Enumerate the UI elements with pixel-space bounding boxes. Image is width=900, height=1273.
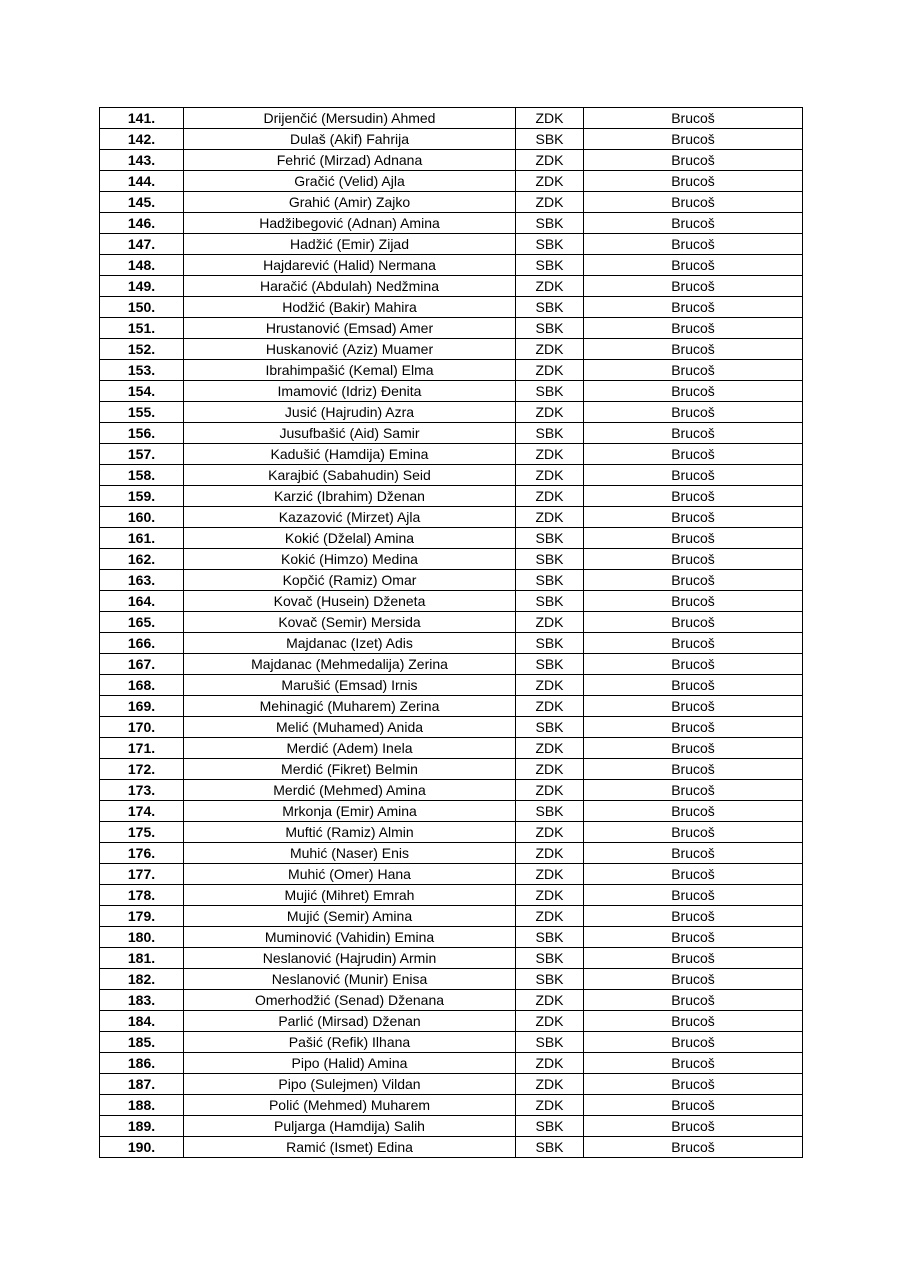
- row-number: 185.: [100, 1032, 184, 1053]
- student-status: Brucoš: [584, 1095, 803, 1116]
- table-row: [100, 1095, 803, 1116]
- row-number: 141.: [100, 108, 184, 129]
- region-code: SBK: [516, 654, 584, 675]
- region-code: ZDK: [516, 759, 584, 780]
- row-number: 159.: [100, 486, 184, 507]
- student-status: Brucoš: [584, 528, 803, 549]
- region-code: ZDK: [516, 675, 584, 696]
- student-table-body: [100, 108, 803, 1158]
- row-number: 154.: [100, 381, 184, 402]
- student-name: Huskanović (Aziz) Muamer: [184, 339, 516, 360]
- row-number: 189.: [100, 1116, 184, 1137]
- table-row: [100, 885, 803, 906]
- student-name: Neslanović (Hajrudin) Armin: [184, 948, 516, 969]
- table-row: [100, 990, 803, 1011]
- row-number: 188.: [100, 1095, 184, 1116]
- student-status: Brucoš: [584, 318, 803, 339]
- table-row: [100, 696, 803, 717]
- student-status: Brucoš: [584, 1011, 803, 1032]
- region-code: SBK: [516, 528, 584, 549]
- row-number: 162.: [100, 549, 184, 570]
- row-number: 176.: [100, 843, 184, 864]
- student-status: Brucoš: [584, 612, 803, 633]
- student-name: Mujić (Mihret) Emrah: [184, 885, 516, 906]
- student-table: [99, 107, 803, 1158]
- row-number: 142.: [100, 129, 184, 150]
- row-number: 170.: [100, 717, 184, 738]
- student-name: Ramić (Ismet) Edina: [184, 1137, 516, 1158]
- student-name: Gračić (Velid) Ajla: [184, 171, 516, 192]
- student-status: Brucoš: [584, 255, 803, 276]
- row-number: 183.: [100, 990, 184, 1011]
- row-number: 184.: [100, 1011, 184, 1032]
- region-code: ZDK: [516, 696, 584, 717]
- row-number: 148.: [100, 255, 184, 276]
- student-status: Brucoš: [584, 570, 803, 591]
- region-code: ZDK: [516, 108, 584, 129]
- table-row: [100, 612, 803, 633]
- table-row: [100, 738, 803, 759]
- student-name: Hadžić (Emir) Zijad: [184, 234, 516, 255]
- region-code: ZDK: [516, 822, 584, 843]
- student-name: Pipo (Sulejmen) Vildan: [184, 1074, 516, 1095]
- table-row: [100, 318, 803, 339]
- table-row: [100, 486, 803, 507]
- student-status: Brucoš: [584, 843, 803, 864]
- student-status: Brucoš: [584, 444, 803, 465]
- row-number: 149.: [100, 276, 184, 297]
- table-row: [100, 108, 803, 129]
- row-number: 178.: [100, 885, 184, 906]
- region-code: SBK: [516, 213, 584, 234]
- table-row: [100, 780, 803, 801]
- region-code: SBK: [516, 1137, 584, 1158]
- region-code: SBK: [516, 381, 584, 402]
- student-status: Brucoš: [584, 339, 803, 360]
- table-row: [100, 150, 803, 171]
- student-name: Mujić (Semir) Amina: [184, 906, 516, 927]
- region-code: SBK: [516, 633, 584, 654]
- table-row: [100, 570, 803, 591]
- table-row: [100, 633, 803, 654]
- student-status: Brucoš: [584, 465, 803, 486]
- student-status: Brucoš: [584, 654, 803, 675]
- row-number: 171.: [100, 738, 184, 759]
- student-status: Brucoš: [584, 801, 803, 822]
- student-status: Brucoš: [584, 885, 803, 906]
- student-name: Muminović (Vahidin) Emina: [184, 927, 516, 948]
- student-status: Brucoš: [584, 297, 803, 318]
- student-name: Hrustanović (Emsad) Amer: [184, 318, 516, 339]
- student-status: Brucoš: [584, 423, 803, 444]
- region-code: ZDK: [516, 864, 584, 885]
- table-row: [100, 213, 803, 234]
- student-name: Kopčić (Ramiz) Omar: [184, 570, 516, 591]
- student-status: Brucoš: [584, 864, 803, 885]
- row-number: 144.: [100, 171, 184, 192]
- student-name: Omerhodžić (Senad) Dženana: [184, 990, 516, 1011]
- student-status: Brucoš: [584, 759, 803, 780]
- region-code: ZDK: [516, 150, 584, 171]
- table-row: [100, 675, 803, 696]
- row-number: 187.: [100, 1074, 184, 1095]
- student-status: Brucoš: [584, 1074, 803, 1095]
- region-code: ZDK: [516, 171, 584, 192]
- table-row: [100, 234, 803, 255]
- student-name: Kadušić (Hamdija) Emina: [184, 444, 516, 465]
- region-code: SBK: [516, 948, 584, 969]
- student-status: Brucoš: [584, 150, 803, 171]
- row-number: 175.: [100, 822, 184, 843]
- student-status: Brucoš: [584, 507, 803, 528]
- region-code: SBK: [516, 591, 584, 612]
- student-status: Brucoš: [584, 360, 803, 381]
- table-row: [100, 1011, 803, 1032]
- student-status: Brucoš: [584, 696, 803, 717]
- region-code: SBK: [516, 1032, 584, 1053]
- table-row: [100, 906, 803, 927]
- region-code: SBK: [516, 549, 584, 570]
- region-code: SBK: [516, 318, 584, 339]
- student-name: Dulaš (Akif) Fahrija: [184, 129, 516, 150]
- table-row: [100, 507, 803, 528]
- table-row: [100, 276, 803, 297]
- table-row: [100, 822, 803, 843]
- student-name: Haračić (Abdulah) Nedžmina: [184, 276, 516, 297]
- student-status: Brucoš: [584, 129, 803, 150]
- region-code: ZDK: [516, 1011, 584, 1032]
- row-number: 155.: [100, 402, 184, 423]
- row-number: 157.: [100, 444, 184, 465]
- student-status: Brucoš: [584, 822, 803, 843]
- region-code: SBK: [516, 297, 584, 318]
- region-code: ZDK: [516, 738, 584, 759]
- student-status: Brucoš: [584, 990, 803, 1011]
- table-row: [100, 423, 803, 444]
- row-number: 165.: [100, 612, 184, 633]
- table-row: [100, 1137, 803, 1158]
- row-number: 172.: [100, 759, 184, 780]
- region-code: ZDK: [516, 990, 584, 1011]
- student-name: Puljarga (Hamdija) Salih: [184, 1116, 516, 1137]
- table-row: [100, 1116, 803, 1137]
- student-name: Muhić (Omer) Hana: [184, 864, 516, 885]
- student-name: Kovač (Semir) Mersida: [184, 612, 516, 633]
- table-row: [100, 801, 803, 822]
- row-number: 180.: [100, 927, 184, 948]
- row-number: 152.: [100, 339, 184, 360]
- student-status: Brucoš: [584, 1137, 803, 1158]
- table-row: [100, 129, 803, 150]
- region-code: ZDK: [516, 486, 584, 507]
- row-number: 177.: [100, 864, 184, 885]
- table-row: [100, 171, 803, 192]
- region-code: ZDK: [516, 402, 584, 423]
- student-name: Marušić (Emsad) Irnis: [184, 675, 516, 696]
- row-number: 164.: [100, 591, 184, 612]
- student-name: Jusić (Hajrudin) Azra: [184, 402, 516, 423]
- student-status: Brucoš: [584, 948, 803, 969]
- row-number: 179.: [100, 906, 184, 927]
- table-row: [100, 927, 803, 948]
- table-row: [100, 717, 803, 738]
- student-status: Brucoš: [584, 1032, 803, 1053]
- region-code: SBK: [516, 927, 584, 948]
- student-name: Karajbić (Sabahudin) Seid: [184, 465, 516, 486]
- table-row: [100, 402, 803, 423]
- student-name: Pašić (Refik) Ilhana: [184, 1032, 516, 1053]
- student-status: Brucoš: [584, 633, 803, 654]
- region-code: ZDK: [516, 906, 584, 927]
- region-code: ZDK: [516, 339, 584, 360]
- table-row: [100, 1074, 803, 1095]
- region-code: SBK: [516, 570, 584, 591]
- region-code: ZDK: [516, 1095, 584, 1116]
- student-name: Imamović (Idriz) Đenita: [184, 381, 516, 402]
- row-number: 150.: [100, 297, 184, 318]
- row-number: 190.: [100, 1137, 184, 1158]
- table-row: [100, 948, 803, 969]
- student-status: Brucoš: [584, 171, 803, 192]
- row-number: 153.: [100, 360, 184, 381]
- region-code: ZDK: [516, 1074, 584, 1095]
- student-status: Brucoš: [584, 402, 803, 423]
- student-name: Kovač (Husein) Dženeta: [184, 591, 516, 612]
- student-name: Ibrahimpašić (Kemal) Elma: [184, 360, 516, 381]
- region-code: ZDK: [516, 360, 584, 381]
- region-code: ZDK: [516, 465, 584, 486]
- student-status: Brucoš: [584, 1116, 803, 1137]
- region-code: SBK: [516, 801, 584, 822]
- region-code: SBK: [516, 129, 584, 150]
- region-code: ZDK: [516, 444, 584, 465]
- row-number: 158.: [100, 465, 184, 486]
- student-status: Brucoš: [584, 549, 803, 570]
- table-row: [100, 654, 803, 675]
- region-code: ZDK: [516, 843, 584, 864]
- student-status: Brucoš: [584, 969, 803, 990]
- student-status: Brucoš: [584, 780, 803, 801]
- student-name: Muhić (Naser) Enis: [184, 843, 516, 864]
- row-number: 169.: [100, 696, 184, 717]
- student-status: Brucoš: [584, 1053, 803, 1074]
- region-code: ZDK: [516, 612, 584, 633]
- student-name: Karzić (Ibrahim) Dženan: [184, 486, 516, 507]
- table-row: [100, 1053, 803, 1074]
- student-status: Brucoš: [584, 738, 803, 759]
- region-code: ZDK: [516, 1053, 584, 1074]
- table-row: [100, 255, 803, 276]
- student-name: Merdić (Fikret) Belmin: [184, 759, 516, 780]
- table-row: [100, 864, 803, 885]
- student-status: Brucoš: [584, 192, 803, 213]
- row-number: 161.: [100, 528, 184, 549]
- student-name: Hadžibegović (Adnan) Amina: [184, 213, 516, 234]
- student-status: Brucoš: [584, 213, 803, 234]
- student-status: Brucoš: [584, 906, 803, 927]
- row-number: 163.: [100, 570, 184, 591]
- region-code: SBK: [516, 255, 584, 276]
- row-number: 143.: [100, 150, 184, 171]
- student-name: Mehinagić (Muharem) Zerina: [184, 696, 516, 717]
- student-name: Merdić (Adem) Inela: [184, 738, 516, 759]
- table-row: [100, 843, 803, 864]
- student-name: Kazazović (Mirzet) Ajla: [184, 507, 516, 528]
- row-number: 156.: [100, 423, 184, 444]
- student-status: Brucoš: [584, 717, 803, 738]
- row-number: 166.: [100, 633, 184, 654]
- table-row: [100, 528, 803, 549]
- table-row: [100, 591, 803, 612]
- student-name: Neslanović (Munir) Enisa: [184, 969, 516, 990]
- table-row: [100, 465, 803, 486]
- table-row: [100, 444, 803, 465]
- row-number: 147.: [100, 234, 184, 255]
- student-status: Brucoš: [584, 486, 803, 507]
- student-status: Brucoš: [584, 591, 803, 612]
- row-number: 167.: [100, 654, 184, 675]
- student-name: Parlić (Mirsad) Dženan: [184, 1011, 516, 1032]
- region-code: ZDK: [516, 885, 584, 906]
- row-number: 146.: [100, 213, 184, 234]
- region-code: SBK: [516, 423, 584, 444]
- student-name: Jusufbašić (Aid) Samir: [184, 423, 516, 444]
- row-number: 182.: [100, 969, 184, 990]
- student-status: Brucoš: [584, 381, 803, 402]
- row-number: 181.: [100, 948, 184, 969]
- region-code: SBK: [516, 969, 584, 990]
- student-name: Mrkonja (Emir) Amina: [184, 801, 516, 822]
- student-name: Kokić (Dželal) Amina: [184, 528, 516, 549]
- student-name: Hodžić (Bakir) Mahira: [184, 297, 516, 318]
- student-name: Polić (Mehmed) Muharem: [184, 1095, 516, 1116]
- student-name: Fehrić (Mirzad) Adnana: [184, 150, 516, 171]
- table-row: [100, 1032, 803, 1053]
- region-code: ZDK: [516, 276, 584, 297]
- table-row: [100, 759, 803, 780]
- student-name: Hajdarević (Halid) Nermana: [184, 255, 516, 276]
- student-name: Merdić (Mehmed) Amina: [184, 780, 516, 801]
- student-status: Brucoš: [584, 234, 803, 255]
- table-row: [100, 549, 803, 570]
- student-name: Kokić (Himzo) Medina: [184, 549, 516, 570]
- student-name: Drijenčić (Mersudin) Ahmed: [184, 108, 516, 129]
- table-row: [100, 381, 803, 402]
- region-code: SBK: [516, 1116, 584, 1137]
- student-name: Melić (Muhamed) Anida: [184, 717, 516, 738]
- region-code: ZDK: [516, 780, 584, 801]
- student-status: Brucoš: [584, 108, 803, 129]
- student-name: Muftić (Ramiz) Almin: [184, 822, 516, 843]
- region-code: SBK: [516, 717, 584, 738]
- student-status: Brucoš: [584, 276, 803, 297]
- row-number: 174.: [100, 801, 184, 822]
- student-status: Brucoš: [584, 675, 803, 696]
- table-row: [100, 339, 803, 360]
- table-row: [100, 360, 803, 381]
- row-number: 145.: [100, 192, 184, 213]
- row-number: 186.: [100, 1053, 184, 1074]
- table-row: [100, 297, 803, 318]
- student-status: Brucoš: [584, 927, 803, 948]
- region-code: ZDK: [516, 507, 584, 528]
- student-name: Pipo (Halid) Amina: [184, 1053, 516, 1074]
- row-number: 168.: [100, 675, 184, 696]
- region-code: SBK: [516, 234, 584, 255]
- row-number: 151.: [100, 318, 184, 339]
- row-number: 160.: [100, 507, 184, 528]
- student-name: Majdanac (Mehmedalija) Zerina: [184, 654, 516, 675]
- student-name: Grahić (Amir) Zajko: [184, 192, 516, 213]
- table-row: [100, 969, 803, 990]
- row-number: 173.: [100, 780, 184, 801]
- student-name: Majdanac (Izet) Adis: [184, 633, 516, 654]
- region-code: ZDK: [516, 192, 584, 213]
- table-row: [100, 192, 803, 213]
